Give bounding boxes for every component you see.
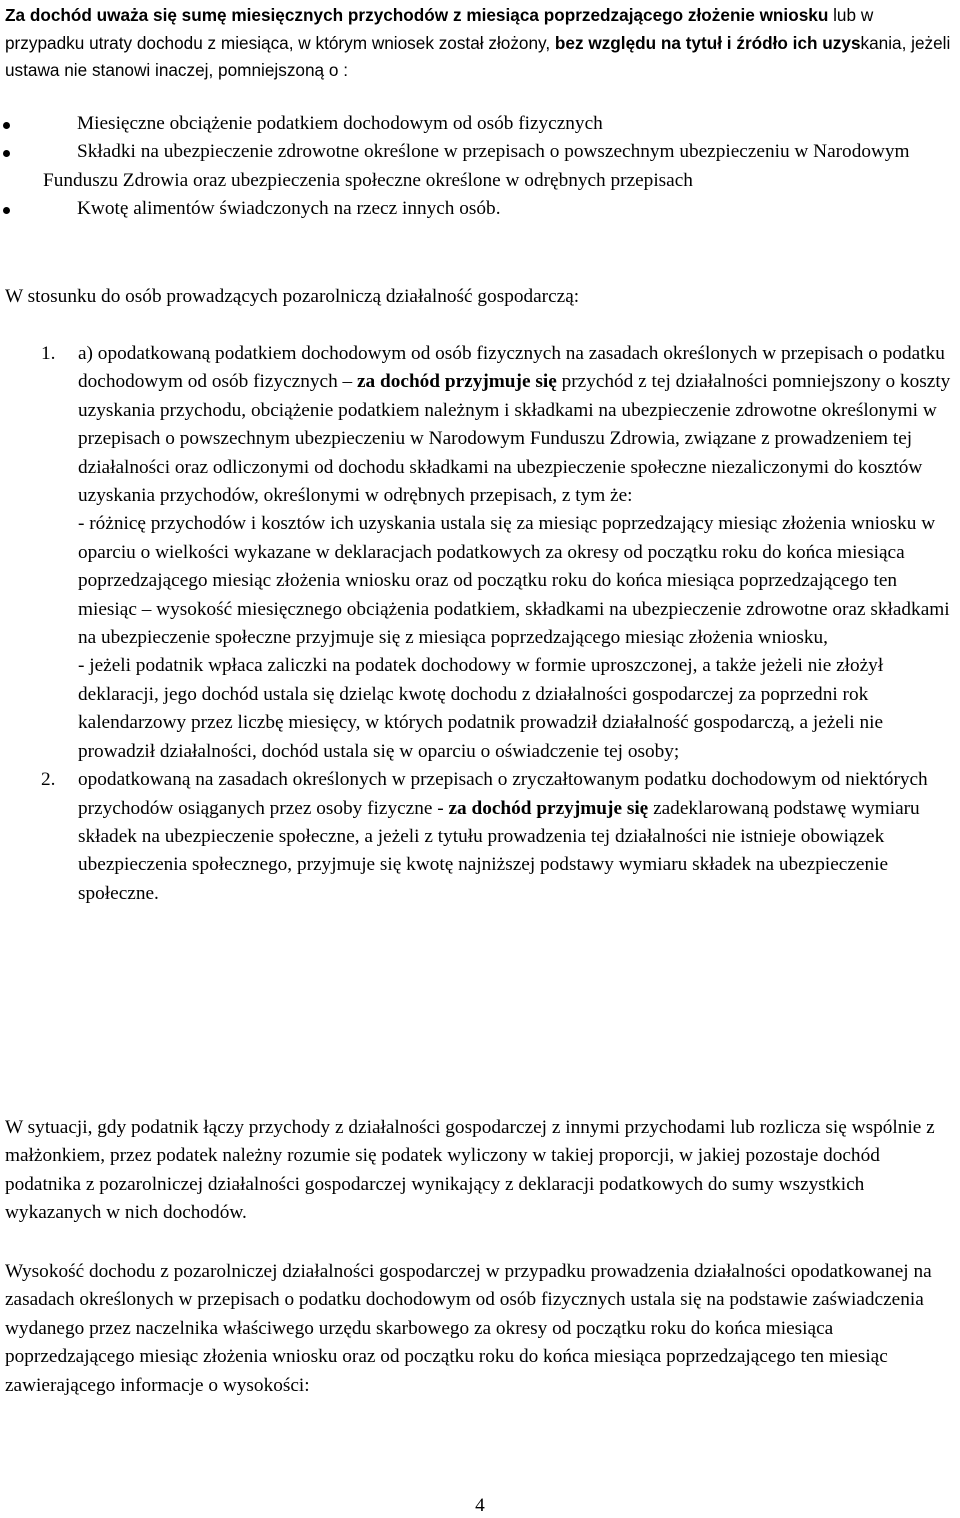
item-number: 1. [41, 343, 56, 364]
item-2-main-text [78, 766, 958, 908]
paragraph-combined-income: W sytuacji, gdy podatnik łączy przychody z działalności gospodarczej z innymi przychodami lub rozlicza się wspólnie z małżonkiem, przez podatek należny rozumie się podatek wyliczony w takiej proporcji, w jakiej pozostaje dochód podatnika z pozarolniczej działalności gospodarczej wynikający z deklaracji podatkowych do sumy wszystkich wykazanych w nich dochodów. [5, 1117, 935, 1224]
item-1-rest: przychód z tej działalności pomniejszony o koszty uzyskania przychodu, obciążenie podatkiem należnym i składkami na ubezpieczenie zdrowotne określonymi w przepisach o powszechnym ubezpieczeniu w Narodowym Funduszu Zdrowia, związane z prowadzeniem tej działalności oraz odliczonymi od dochodu składkami na ubezpieczenie społeczne niezaliczonymi do kosztów uzyskania przychodów, określonymi w odrębnych przepisach, z tym że: [78, 371, 951, 507]
numbered-item-1 [0, 340, 958, 766]
item-1-main-text [78, 340, 958, 510]
deduction-text: Miesięczne obciążenie podatkiem dochodowym od osób fizycznych [77, 113, 603, 134]
deduction-item [0, 138, 955, 195]
deduction-text: Składki na ubezpieczenie zdrowotne określone w przepisach o powszechnym ubezpieczeniu w Narodowym Funduszu Zdrowia oraz ubezpieczenia społeczne określone w odrębnych przepisach [43, 141, 910, 191]
item-1-dash-2: - jeżeli podatnik wpłaca zaliczki na podatek dochodowy w formie uproszczonej, a także jeżeli nie złożył deklaracji, jego dochód ustala się dzieląc kwotę dochodu z działalności gospodarczej za poprzedni rok kalendarzowy przez liczbę miesięcy, w których podatnik prowadził działalność gospodarczą, a jeżeli nie prowadził działalności, dochód ustala się w oparciu o oświadczenie tej osoby; [78, 655, 884, 762]
deduction-item [0, 110, 955, 138]
item-1-bold: za dochód przyjmuje się [357, 371, 557, 393]
page-number: 4 [475, 1495, 485, 1516]
deduction-item [0, 195, 955, 223]
item-number: 2. [41, 769, 56, 791]
business-income-list [0, 340, 958, 908]
intro-text-2: kania, jeżeli ustawa nie stanowi inaczej, pomniejszoną o : [5, 32, 951, 80]
item-1-text: a) opodatkowaną podatkiem dochodowym od osób fizycznych na zasadach określonych w przepisach o podatku dochodowym od osób fizycznych – [78, 343, 945, 393]
bullet-icon [3, 207, 10, 214]
item-2-text: opodatkowaną na zasadach określonych w przepisach o zryczałtowanym podatku dochodowym od niektórych przychodów osiąganych przez osoby fizyczne - [78, 769, 928, 819]
intro-bold-2: bez względu na tytuł i źródło ich uzys [554, 32, 861, 53]
bullet-icon [3, 150, 10, 157]
intro-text-1: lub w przypadku utraty dochodu z miesiąca, w którym wniosek został złożony, [5, 5, 874, 53]
intro-bold-1: Za dochód uważa się sumę miesięcznych przychodów z miesiąca poprzedzającego złożenie wniosku [5, 5, 829, 25]
bullet-icon [3, 122, 10, 129]
paragraph-income-amount: Wysokość dochodu z pozarolniczej działalności gospodarczej w przypadku prowadzenia działalności opodatkowanej na zasadach określonych w przepisach o podatku dochodowym od osób fizycznych ustala się na podstawie zaświadczenia wydanego przez naczelnika właściwego urzędu skarbowego za okresy od początku roku do końca miesiąca poprzedzającego miesiąc złożenia wniosku oraz od początku roku do końca miesiąca poprzedzającego ten miesiąc zawierającego informacje o wysokości: [5, 1261, 932, 1396]
numbered-item-2 [0, 766, 958, 908]
item-2-rest: zadeklarowaną podstawę wymiaru składek na ubezpieczenie społeczne, a jeżeli z tytułu prowadzenia tej działalności nie istnieje obowiązek ubezpieczenia społecznego, przyjmuje się kwotę najniższej podstawy wymiaru składek na ubezpieczenie społeczne. [78, 797, 920, 904]
deduction-list [0, 110, 955, 224]
business-heading: W stosunku do osób prowadzących pozarolniczą działalność gospodarczą: [5, 286, 580, 307]
deduction-text: Kwotę alimentów świadczonych na rzecz innych osób. [77, 198, 501, 220]
item-1-dash-1: - różnicę przychodów i kosztów ich uzyskania ustala się za miesiąc poprzedzający miesiąc złożenia wniosku w oparciu o wielkości wykazane w deklaracjach podatkowych za okresy od początku roku do końca miesiąca poprzedzającego miesiąc złożenia wniosku oraz od początku roku do końca miesiąca poprzedzającego ten miesiąc – wysokość miesięcznego obciążenia podatkiem, składkami na ubezpieczenie zdrowotne oraz składkami na ubezpieczenie społeczne przyjmuje się z miesiąca poprzedzającego miesiąc złożenia wniosku, [78, 513, 950, 649]
intro-paragraph [5, 2, 955, 85]
item-2-bold: za dochód przyjmuje się [448, 797, 649, 819]
